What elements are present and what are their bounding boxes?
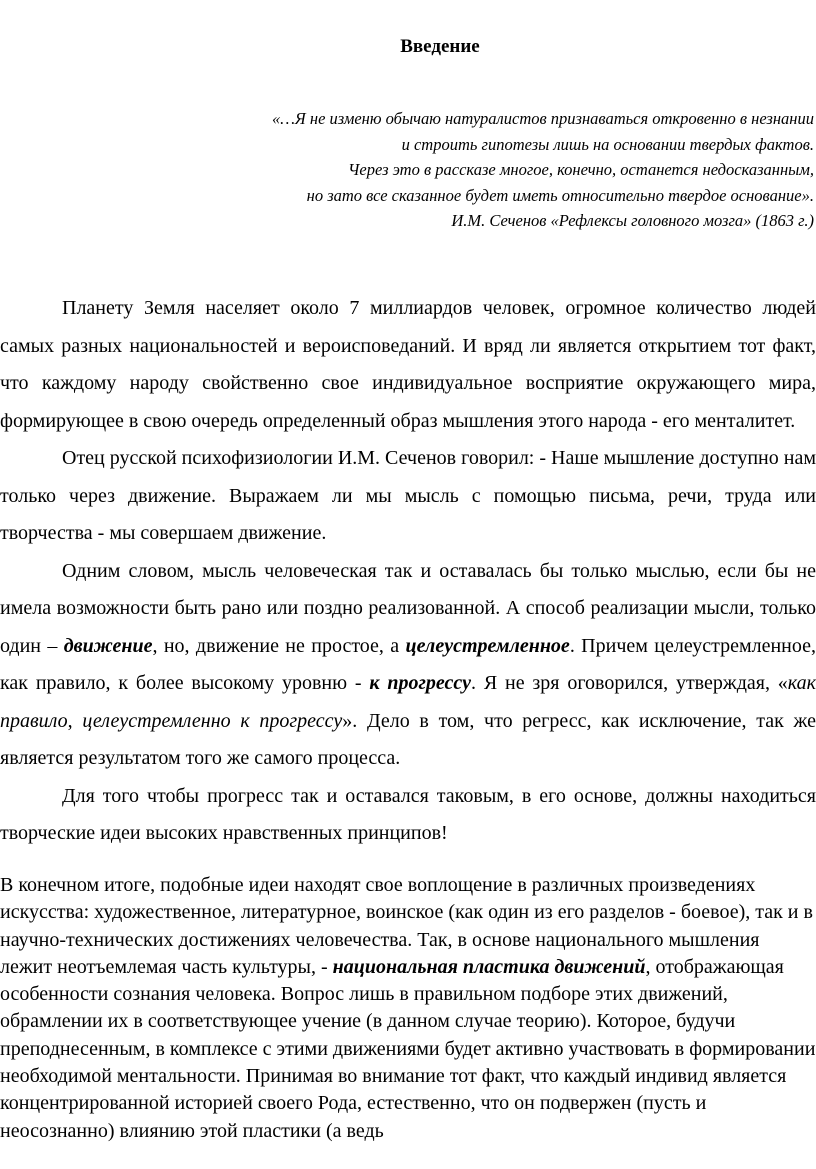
text-run: Одним словом, мысль человеческая так и оставалась бы только мыслью, если бы не имела возможности быть рано или поздно реализованной. А способ реализации мысли, только один – [0,559,816,657]
emphasis-purposeful: целеустремленное [405,634,570,657]
paragraph-5 [0,872,816,1145]
text-run: ». Дело в том, что регресс, как исключение, так же является результатом того же самого процесса. [0,709,816,769]
page-title: Введение [400,36,480,57]
text-run: В конечном итоге, подобные идеи находят свое воплощение в различных произведениях искусства: художественное, литературное, воинское (как один из его разделов - боевое), так и в научно-технических достижениях человечества. Так, в основе национального мышления лежит неотъемлемая часть культуры, - [0,874,813,978]
italic-purposeful-progress: целеустремленно к прогрессу [82,709,343,732]
paragraph-4: Для того чтобы прогресс так и оставался таковым, в его основе, должны находиться творческие идеи высоких нравственных принципов! [0,784,816,844]
epigraph-attribution: И.М. Сеченов «Рефлексы головного мозга» (1863 г.) [451,211,814,230]
epigraph-line: и строить гипотезы лишь на основании твердых фактов. [401,134,814,154]
text-run: , [67,709,83,732]
italic-as-a-rule: как правило [0,672,816,732]
epigraph [174,106,814,234]
epigraph-line: «…Я не изменю обычаю натуралистов признаваться откровенно в незнании [272,109,814,128]
epigraph-line: но зато все сказанное будет иметь относительно твердое основание». [306,185,814,205]
epigraph-line: Через это в рассказе многое, конечно, останется недосказанным, [348,160,814,179]
emphasis-movement: движение [63,634,153,657]
final-paragraph-block [0,872,816,1145]
paragraph-1: Планету Земля населяет около 7 миллиардов человек, огромное количество людей самых разных национальностей и вероисповеданий. И вряд ли является открытием тот факт, что каждому народу свойственно свое индивидуальное восприятие окружающего мира, формирующее в свою очередь определенный образ мышления этого народа - его менталитет. [0,297,816,432]
text-run: . Причем целеустремленное, как правило, к более высокому уровню - [0,634,816,694]
main-text [0,290,816,853]
text-run: . Я не зря оговорился, утверждая, « [470,672,788,694]
paragraph-2: Отец русской психофизиологии И.М. Сеченов говорил: - Наше мышление доступно нам только через движение. Выражаем ли мы мысль с помощью письма, речи, труда или творчества - мы совершаем движение. [0,447,816,544]
text-run: , отображающая особенности сознания человека. Вопрос лишь в правильном подборе этих движений, обрамлении их в соответствующее учение (в данном случае теорию). Которое, будучи преподнесенным, в комплексе с этими движениями будет активно участвовать в формировании необходимой ментальности. Принимая во внимание тот факт, что каждый индивид является концентрированной историей своего Рода, естественно, что он подвержен (пусть и неосознанно) влиянию этой пластики (а ведь [0,955,816,1142]
emphasis-progress: к прогрессу [369,672,471,694]
text-run: , но, движение не простое, а [152,634,406,657]
paragraph-3 [0,553,816,778]
emphasis-national-plastic: национальная пластика движений [332,955,646,978]
